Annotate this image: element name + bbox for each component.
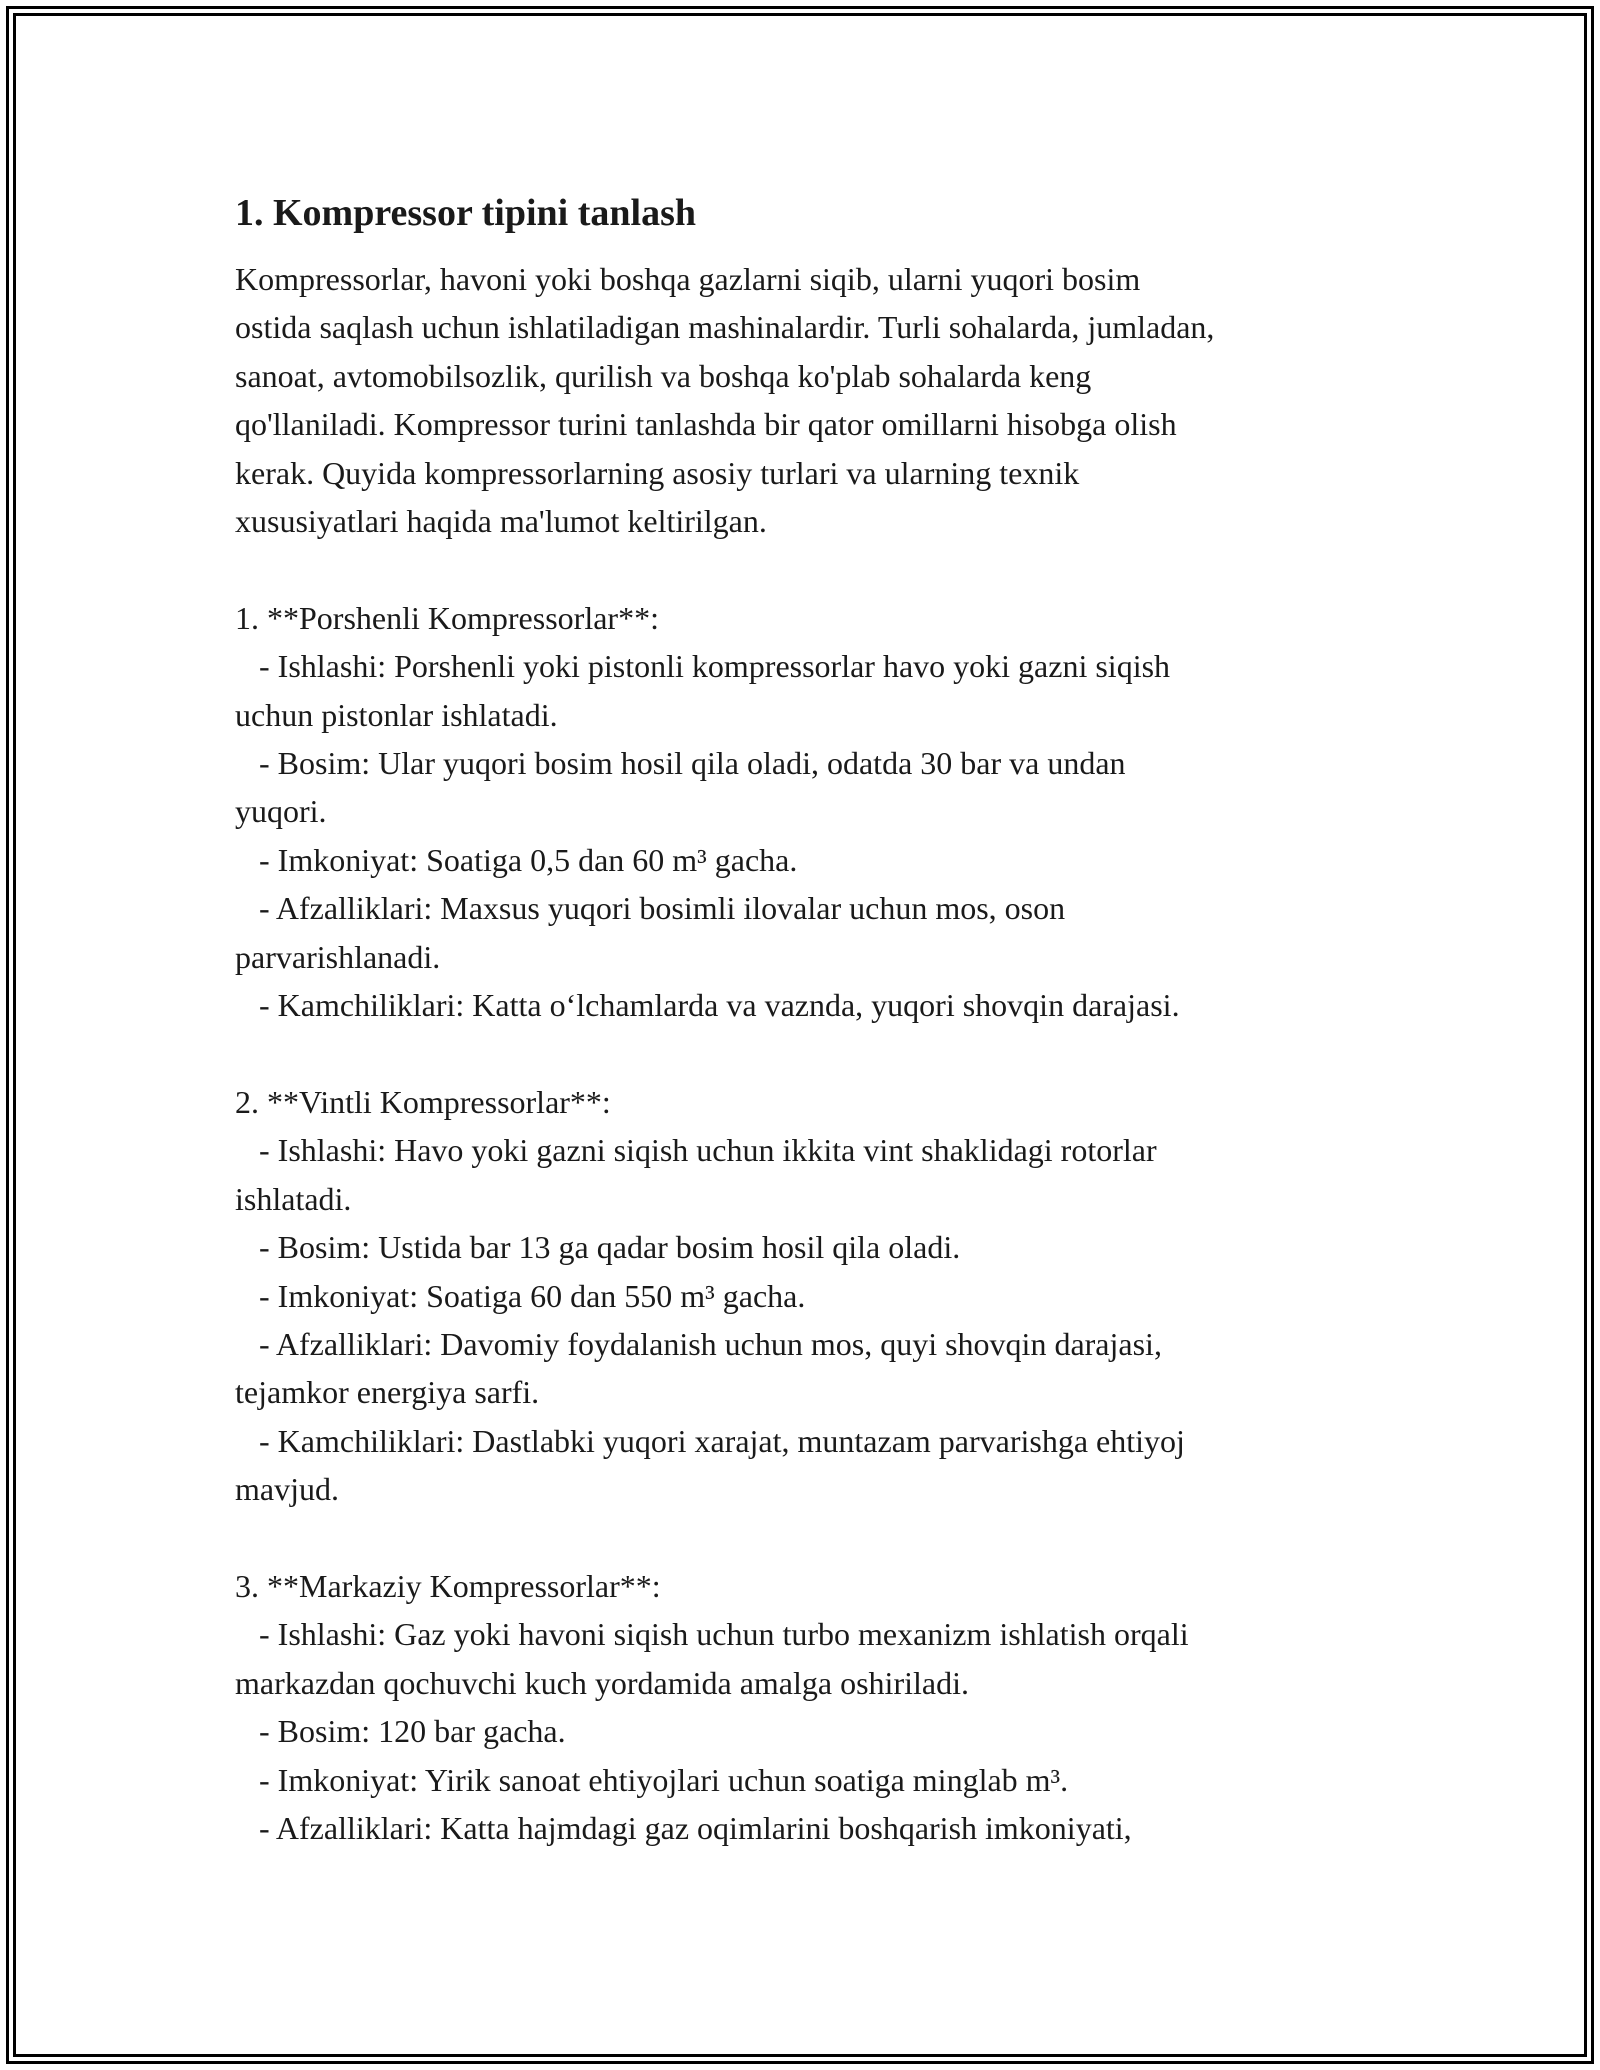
text-line: - Afzalliklari: Maxsus yuqori bosimli ilovalar uchun mos, oson — [235, 890, 1066, 927]
document-body — [235, 185, 1375, 1852]
text-line: - Imkoniyat: Yirik sanoat ehtiyojlari uchun soatiga minglab m³. — [235, 1761, 1069, 1798]
text-line — [235, 1514, 1375, 1562]
text-line: - Bosim: 120 bar gacha. — [235, 1713, 566, 1750]
text-line: Kompressorlar, havoni yoki boshqa gazlarni siqib, ularni yuqori bosim — [235, 261, 1141, 297]
text-line: - Bosim: Ustida bar 13 ga qadar bosim hosil qila oladi. — [235, 1229, 961, 1266]
text-line: yuqori. — [235, 793, 327, 830]
text-line: kerak. Quyida kompressorlarning asosiy turlari va ularning texnik — [235, 454, 1080, 491]
text-line: ostida saqlash uchun ishlatiladigan mashinalardir. Turli sohalarda, jumladan, — [235, 309, 1215, 346]
text-line: uchun pistonlar ishlatadi. — [235, 696, 558, 733]
text-line: - Afzalliklari: Katta hajmdagi gaz oqimlarini boshqarish imkoniyati, — [235, 1809, 1132, 1846]
text-line: - Kamchiliklari: Dastlabki yuqori xarajat, muntazam parvarishga ehtiyoj — [235, 1422, 1185, 1459]
text-line: - Afzalliklari: Davomiy foydalanish uchun mos, quyi shovqin darajasi, — [235, 1325, 1162, 1362]
text-line: 1. **Porshenli Kompressorlar**: — [235, 599, 659, 636]
text-line: - Ishlashi: Porshenli yoki pistonli kompressorlar havo yoki gazni siqish — [235, 648, 1171, 685]
text-line: 3. **Markaziy Kompressorlar**: — [235, 1567, 661, 1604]
text-line: - Ishlashi: Gaz yoki havoni siqish uchun turbo mexanizm ishlatish orqali — [235, 1616, 1189, 1653]
text-line: ishlatadi. — [235, 1180, 352, 1217]
text-line: - Ishlashi: Havo yoki gazni siqish uchun ikkita vint shaklidagi rotorlar — [235, 1132, 1157, 1169]
document-text — [235, 255, 1375, 1852]
text-line: tejamkor energiya sarfi. — [235, 1374, 540, 1411]
section-title: 1. Kompressor tipini tanlash — [235, 192, 697, 234]
text-line: markazdan qochuvchi kuch yordamida amalga oshiriladi. — [235, 1664, 969, 1701]
text-line: mavjud. — [235, 1471, 339, 1508]
text-line: qo'llaniladi. Kompressor turini tanlashda bir qator omillarni hisobga olish — [235, 406, 1177, 443]
text-line: parvarishlanadi. — [235, 938, 441, 975]
text-line: - Imkoniyat: Soatiga 0,5 dan 60 m³ gacha. — [235, 841, 798, 878]
text-line: - Imkoniyat: Soatiga 60 dan 550 m³ gacha. — [235, 1277, 806, 1314]
text-line: 2. **Vintli Kompressorlar**: — [235, 1083, 611, 1120]
text-line: xususiyatlari haqida ma'lumot keltirilgan. — [235, 503, 767, 540]
text-line: - Kamchiliklari: Katta o‘lchamlarda va vaznda, yuqori shovqin darajasi. — [235, 987, 1180, 1024]
text-line — [235, 545, 1375, 593]
text-line — [235, 1029, 1375, 1077]
text-line: sanoat, avtomobilsozlik, qurilish va boshqa ko'plab sohalarda keng — [235, 357, 1092, 394]
text-line: - Bosim: Ular yuqori bosim hosil qila oladi, odatda 30 bar va undan — [235, 745, 1126, 782]
